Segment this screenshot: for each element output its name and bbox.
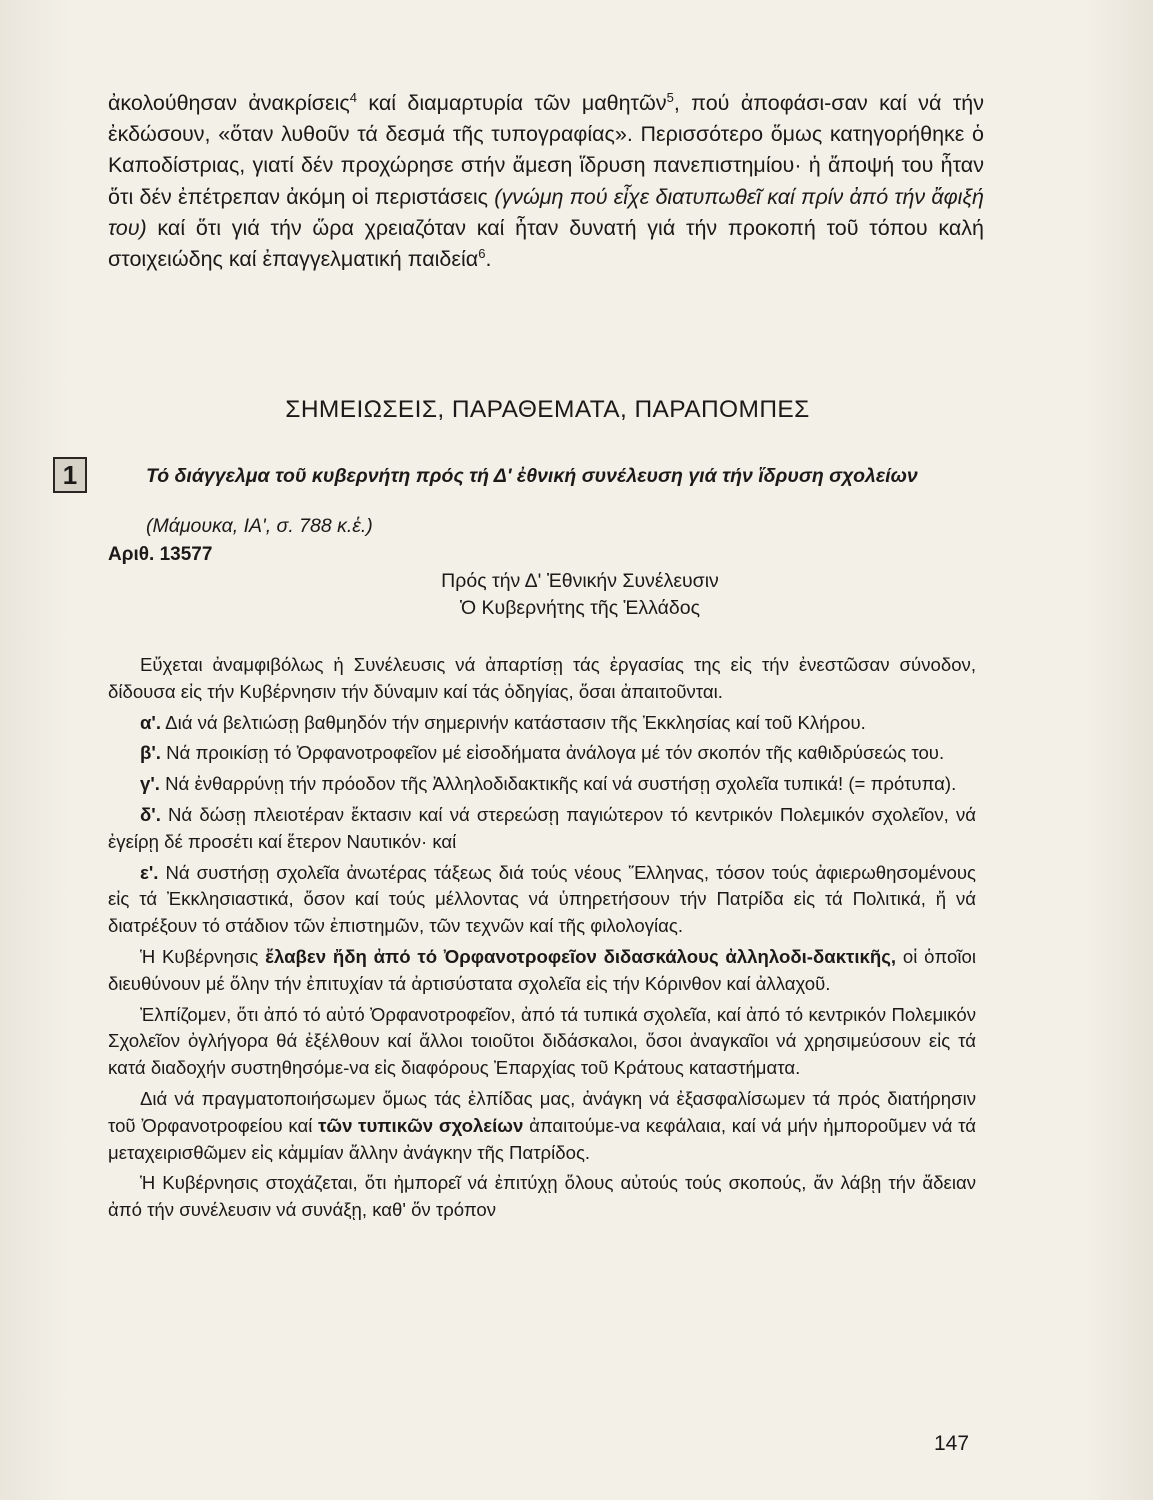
document-number-badge: 1 — [53, 457, 87, 493]
document-title: Τό διάγγελμα τοῦ κυβερνήτη πρός τή Δ' ἐθνική συνέλευση γιά τήν ἵδρυση σχολείων — [146, 465, 918, 487]
intro-text-1: ἀκολούθησαν ἀνακρίσεις — [108, 91, 350, 115]
list-marker: α'. — [140, 711, 162, 733]
bold-phrase: τῶν τυπικῶν σχολείων — [318, 1114, 524, 1136]
address-sender: Ὁ Κυβερνήτης τῆς Ἑλλάδος — [459, 597, 701, 619]
list-marker: γ'. — [140, 773, 160, 795]
body-text: Διά νά πραγματοποιήσωμεν ὅμως τάς ἐλπίδας μας, ἀνάγκη νά ἐξασφαλίσωμεν τά πρός διατήρησιν τοῦ Ὀρφανοτροφείου καί — [108, 1087, 976, 1136]
body-paragraph: Ἡ Κυβέρνησις στοχάζεται, ὅτι ἠμπορεῖ νά ἐπιτύχῃ ὅλους αὐτούς τούς σκοπούς, ἄν λάβῃ τήν ἄδειαν ἀπό τήν συνέλευσιν νά συνάξῃ, καθ' ὅν τρόπον — [108, 1172, 976, 1221]
list-item-a — [108, 710, 976, 737]
body-paragraph — [108, 1086, 976, 1166]
list-item-e — [108, 860, 976, 940]
body-text: Ἡ Κυβέρνησις — [140, 945, 266, 967]
intro-text-2: καί διαμαρτυρία τῶν μαθητῶν — [356, 91, 667, 115]
intro-text-3: , πού ἀποφάσι-σαν καί νά τήν ἐκδώσουν, «ὅταν λυθοῦν τά δεσμά τῆς τυπογραφίας». Περισσότερο ὅμως κατηγορήθηκε ὁ Καποδίστριας, γιατί δέν προχώρησε στήν ἄμεση ἵδρυση πανεπιστημίου· ἡ ἄποψή του ἦταν ὅτι δέν ἐπέτρεπαν ἀκόμη οἱ περιστάσεις — [108, 91, 984, 209]
intro-paragraph — [108, 88, 984, 275]
document-body — [108, 652, 976, 1228]
body-paragraph — [108, 944, 976, 998]
list-item-c — [108, 771, 976, 798]
footnote-ref-6: 6 — [478, 245, 486, 261]
body-paragraph: Ἐλπίζομεν, ὅτι ἀπό τό αὐτό Ὀρφανοτροφεῖον, ἀπό τά τυπικά σχολεῖα, καί ἀπό τό κεντρικόν Πολεμικόν Σχολεῖον ὀγλήγορα θά ἐξέλθουν καί ἄλλοι τοιοῦτοι διδάσκαλοι, ὅσοι ἀναγκαῖοι νά χρησιμεύσουν εἰς τά κατά διαδοχήν συστηθησόμε-να εἰς διαφόρους Ἐπαρχίας τοῦ Κράτους καταστήματα. — [108, 1003, 976, 1079]
list-marker: β'. — [140, 742, 161, 764]
list-item-d — [108, 802, 976, 856]
list-item-text: Νά συστήσῃ σχολεῖα ἀνωτέρας τάξεως διά τούς νέους Ἕλληνας, τόσον τούς ἀφιερωθησομένους εἰς τά Ἐκκλησιαστικά, ὅσον καί τούς μέλλοντας νά ὑπηρετήσουν τήν Πατρίδα εἰς τά Πολιτικά, ἤ νά διατρέξουν τό στάδιον τῶν ἐπιστημῶν, τῶν τεχνῶν καί τῆς φιλολογίας. — [108, 861, 976, 937]
body-text: ἀπαιτούμε-να κεφάλαια, καί νά μήν ἠμποροῦμεν νά τά μεταχειρισθῶμεν εἰς κἀμμίαν ἄλλην ἀνάγκην τῆς Πατρίδος. — [108, 1114, 976, 1163]
list-item-text: Νά προικίσῃ τό Ὀρφανοτροφεῖον μέ εἰσοδήματα ἀνάλογα μέ τόν σκοπόν τῆς καθιδρύσεώς του. — [160, 742, 945, 764]
body-text: οἱ ὁποῖοι διευθύνουν μέ ὅλην τήν ἐπιτυχίαν τά ἀρτισύστατα σχολεῖα εἰς τήν Κόρινθον καί ἀλλαχοῦ. — [108, 945, 976, 994]
document-reference-number: Αριθ. 13577 — [108, 544, 213, 565]
list-item-text: Νά δώσῃ πλειοτέραν ἔκτασιν καί νά στερεώσῃ παγιώτερον τό κεντρικόν Πολεμικόν σχολεῖον, νά ἐγείρῃ δέ προσέτι καί ἕτερον Ναυτικόν· καί — [108, 803, 976, 852]
section-heading: ΣΗΜΕΙΩΣΕΙΣ, ΠΑΡΑΘΕΜΑΤΑ, ΠΑΡΑΠΟΜΠΕΣ — [285, 396, 810, 423]
intro-italic-quote: (γνώμη πού εἶχε διατυπωθεῖ καί πρίν ἀπό τήν ἄφιξή του) — [108, 184, 984, 240]
intro-text-4: καί ὅτι γιά τήν ὥρα χρειαζόταν καί ἦταν δυνατή γιά τήν προκοπή τοῦ τόπου καλή στοιχειώδης καί ἐπαγγελματική παιδεία — [108, 215, 984, 272]
document-source: (Μάμουκα, ΙΑ', σ. 788 κ.ἑ.) — [146, 515, 373, 537]
list-item-b — [108, 740, 976, 767]
address-recipient: Πρός τήν Δ' Ἐθνικήν Συνέλευσιν — [441, 570, 719, 592]
footnote-ref-5: 5 — [666, 89, 674, 105]
page-number: 147 — [934, 1432, 970, 1455]
body-paragraph: Εὔχεται ἀναμφιβόλως ἡ Συνέλευσις νά ἀπαρτίσῃ τάς ἐργασίας της εἰς τήν ἐνεστῶσαν σύνοδον, δίδουσα εἰς τήν Κυβέρνησιν τήν δύναμιν καί τάς ὁδηγίας, ὅσαι ἀπαιτοῦνται. — [108, 654, 976, 702]
intro-end: . — [485, 247, 492, 272]
list-item-text: Νά ἐνθαρρύνῃ τήν πρόοδον τῆς Ἀλληλοδιδακτικῆς καί νά συστήσῃ σχολεῖα τυπικά! (= πρότυπα). — [159, 773, 957, 795]
bold-phrase: ἔλαβεν ἤδη ἀπό τό Ὀρφανοτροφεῖον διδασκάλους ἀλληλοδι-δακτικῆς, — [265, 945, 897, 967]
footnote-ref-4: 4 — [349, 89, 357, 105]
list-marker: ε'. — [140, 861, 159, 883]
list-marker: δ'. — [140, 803, 161, 825]
list-item-text: Διά νά βελτιώσῃ βαθμηδόν τήν σημερινήν κατάστασιν τῆς Ἐκκλησίας καί τοῦ Κλήρου. — [161, 711, 866, 733]
